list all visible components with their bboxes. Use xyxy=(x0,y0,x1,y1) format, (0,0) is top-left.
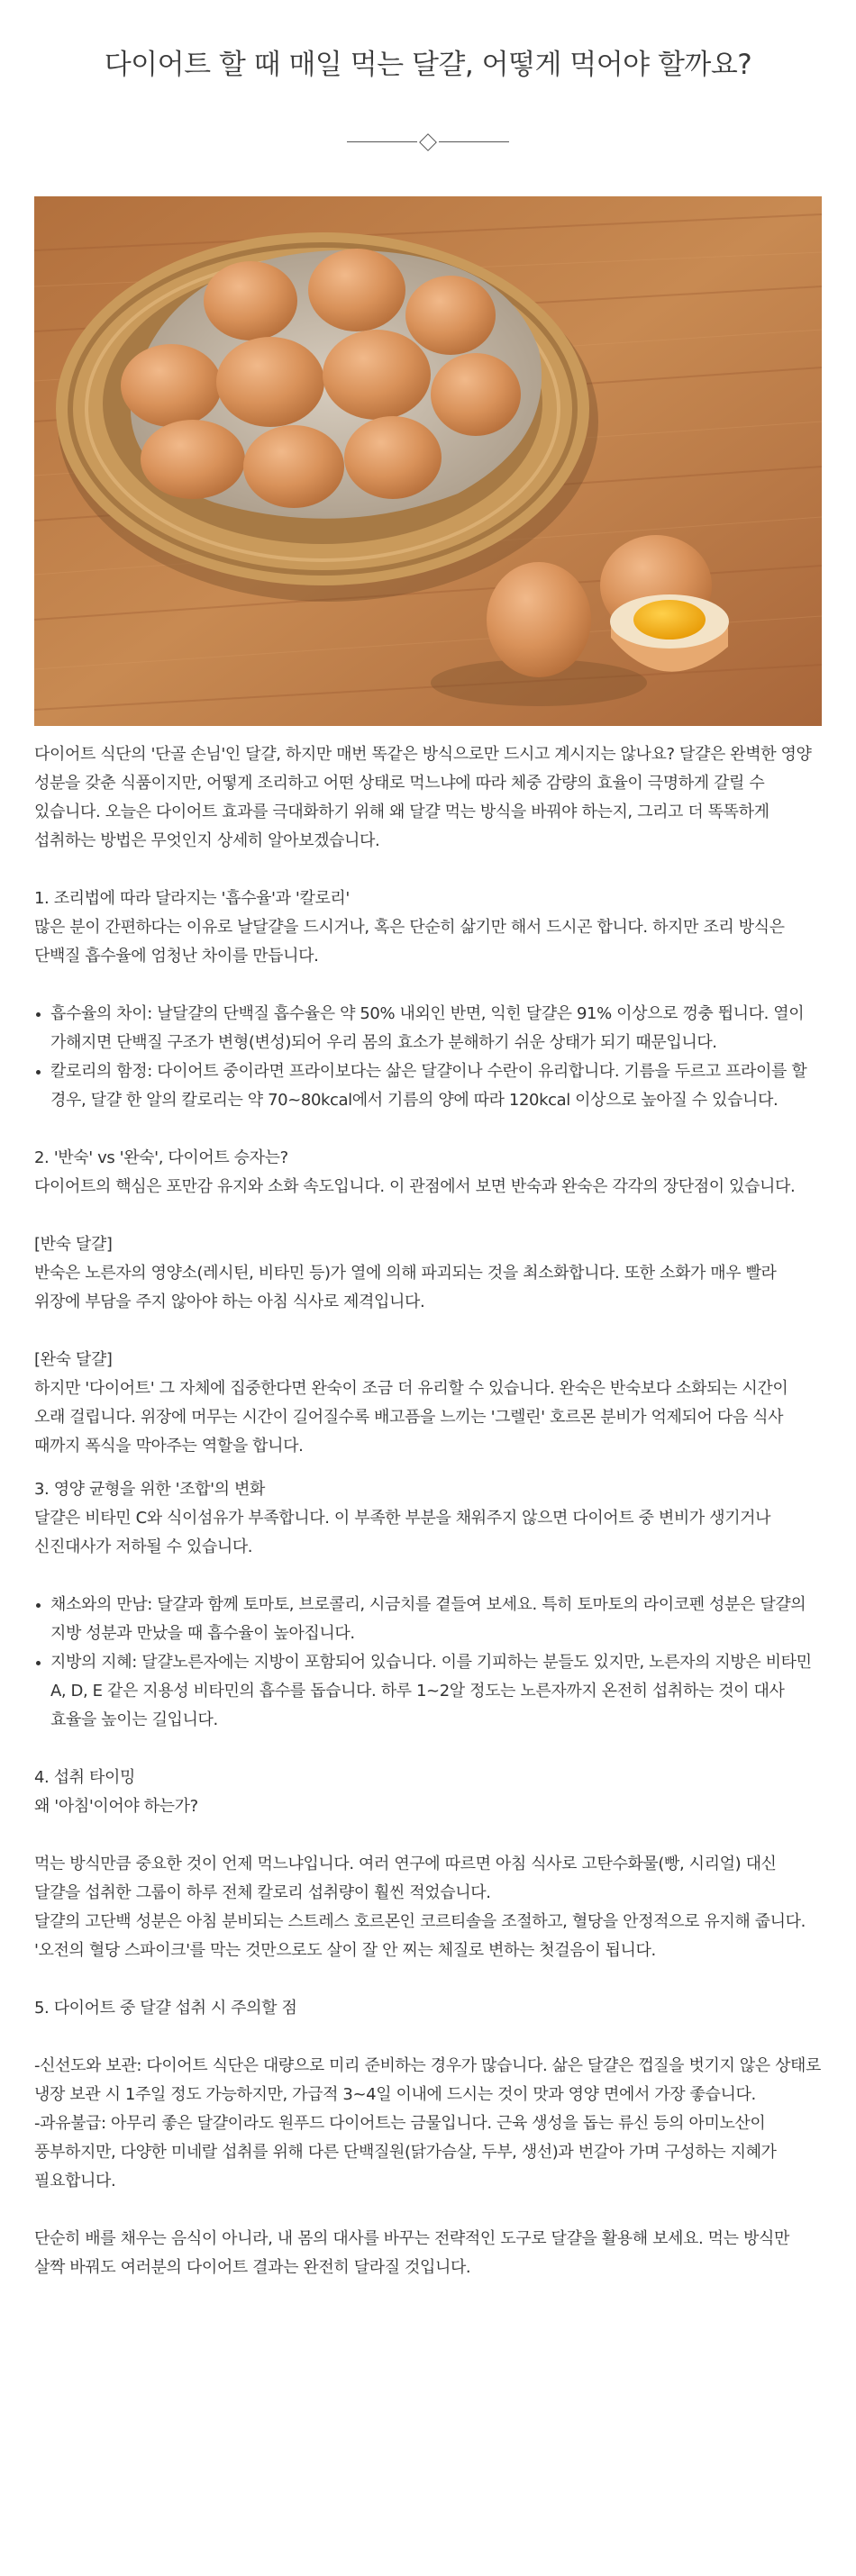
section-4-heading: 4. 섭취 타이밍 xyxy=(34,1768,135,1787)
section-4-subheading: 왜 '아침'이어야 하는가? xyxy=(34,1797,198,1816)
divider-line-left xyxy=(347,141,417,142)
section-3-body: 달걀은 비타민 C와 식이섬유가 부족합니다. 이 부족한 부분을 채워주지 않으면 다이어트 중 변비가 생기거나 신진대사가 저하될 수 있습니다. xyxy=(34,1509,771,1556)
section-4-body-1: 먹는 방식만큼 중요한 것이 언제 먹느냐입니다. 여러 연구에 따르면 아침 식사로 고탄수화물(빵, 시리얼) 대신 달걀을 섭취한 그룹이 하루 전체 칼로리 섭취량이 훨씬 적었습니다. xyxy=(34,1855,777,1902)
divider-line-right xyxy=(439,141,509,142)
hero-image-eggs-in-basket xyxy=(34,196,822,726)
section-1-body: 많은 분이 간편하다는 이유로 날달걀을 드시거나, 혹은 단순히 삶기만 해서 드시곤 합니다. 하지만 조리 방식은 단백질 흡수율에 엄청난 차이를 만듭니다. xyxy=(34,918,785,966)
section-5-heading: 5. 다이어트 중 달걀 섭취 시 주의할 점 xyxy=(34,1999,297,2018)
outro-paragraph: 단순히 배를 채우는 음식이 아니라, 내 몸의 대사를 바꾸는 전략적인 도구로 달걀을 활용해 보세요. 먹는 방식만 살짝 바꿔도 여러분의 다이어트 결과는 완전히 달라질 것입니다. xyxy=(34,2229,789,2277)
title-divider xyxy=(347,133,509,151)
half-boiled-label: [반숙 달걀] xyxy=(34,1235,113,1254)
half-boiled-body: 반숙은 노른자의 영양소(레시틴, 비타민 등)가 열에 의해 파괴되는 것을 최소화합니다. 또한 소화가 매우 빨라 위장에 부담을 주지 않아야 하는 아침 식사로 제격입니다. xyxy=(34,1264,777,1311)
section-3-heading: 3. 영양 균형을 위한 '조합'의 변화 xyxy=(34,1480,265,1499)
intro-paragraph: 다이어트 식단의 '단골 손님'인 달걀, 하지만 매번 똑같은 방식으로만 드시고 계시지는 않나요? 달걀은 완벽한 영양 성분을 갖춘 식품이지만, 어떻게 조리하고 어떤 상태로 먹느냐에 따라 체중 감량의 효율이 극명하게 갈릴 수 있습니다. 오늘은 다이어트 효과를 극대화하기 위해 왜 달걀 먹는 방식을 바꿔야 하는지, 그리고 더 똑똑하게 섭취하는 방법은 무엇인지 상세히 알아보겠습니다. xyxy=(34,745,812,850)
section-5-item-2: -과유불급: 아무리 좋은 달걀이라도 원푸드 다이어트는 금물입니다. 근육 생성을 돕는 류신 등의 아미노산이 풍부하지만, 다양한 미네랄 섭취를 위해 다른 단백질원(닭가슴살, 두부, 생선)과 번갈아 가며 구성하는 지혜가 필요합니다. xyxy=(34,2114,777,2191)
list-item: 지방의 지혜: 달걀노른자에는 지방이 포함되어 있습니다. 이를 기피하는 분들도 있지만, 노른자의 지방은 비타민 A, D, E 같은 지용성 비타민의 흡수를 돕습니다. 하루 1~2알 정도는 노른자까지 온전히 섭취하는 것이 대사 효율을 높이는 길입니다. xyxy=(34,1648,822,1735)
list-item: 채소와의 만남: 달걀과 함께 토마토, 브로콜리, 시금치를 곁들여 보세요. 특히 토마토의 라이코펜 성분은 달걀의 지방 성분과 만났을 때 흡수율이 높아집니다. xyxy=(34,1591,822,1648)
hard-boiled-body: 하지만 '다이어트' 그 자체에 집중한다면 완숙이 조금 더 유리할 수 있습니다. 완숙은 반숙보다 소화되는 시간이 오래 걸립니다. 위장에 머무는 시간이 길어질수록 배고픔을 느끼는 '그렐린' 호르몬 분비가 억제되어 다음 식사 때까지 폭식을 막아주는 역할을 합니다. xyxy=(34,1379,788,1456)
section-2-body: 다이어트의 핵심은 포만감 유지와 소화 속도입니다. 이 관점에서 보면 반숙과 완숙은 각각의 장단점이 있습니다. xyxy=(34,1177,796,1196)
page-title: 다이어트 할 때 매일 먹는 달걀, 어떻게 먹어야 할까요? xyxy=(104,49,752,81)
section-1-bullets xyxy=(34,1000,822,1115)
hard-boiled-label: [완숙 달걀] xyxy=(34,1350,113,1369)
section-2-heading: 2. '반숙' vs '완숙', 다이어트 승자는? xyxy=(34,1148,288,1167)
list-item: 흡수율의 차이: 날달걀의 단백질 흡수율은 약 50% 내외인 반면, 익힌 달걀은 91% 이상으로 껑충 뜁니다. 열이 가해지면 단백질 구조가 변형(변성)되어 우리 몸의 효소가 분해하기 쉬운 상태가 되기 때문입니다. xyxy=(34,1000,822,1057)
section-5-item-1: -신선도와 보관: 다이어트 식단은 대량으로 미리 준비하는 경우가 많습니다. 삶은 달걀은 껍질을 벗기지 않은 상태로 냉장 보관 시 1주일 정도 가능하지만, 가급적 3~4일 이내에 드시는 것이 맛과 영양 면에서 가장 좋습니다. xyxy=(34,2056,822,2104)
list-item: 칼로리의 함정: 다이어트 중이라면 프라이보다는 삶은 달걀이나 수란이 유리합니다. 기름을 두르고 프라이를 할 경우, 달걀 한 알의 칼로리는 약 70~80kcal에서 기름의 양에 따라 120kcal 이상으로 높아질 수 있습니다. xyxy=(34,1057,822,1115)
section-4-body-2: 달걀의 고단백 성분은 아침 분비되는 스트레스 호르몬인 코르티솔을 조절하고, 혈당을 안정적으로 유지해 줍니다. '오전의 혈당 스파이크'를 막는 것만으로도 살이 잘 안 찌는 체질로 변하는 첫걸음이 됩니다. xyxy=(34,1912,806,1960)
divider-diamond-icon xyxy=(419,133,437,151)
section-3-bullets xyxy=(34,1591,822,1735)
section-1-heading: 1. 조리법에 따라 달라지는 '흡수율'과 '칼로리' xyxy=(34,889,350,908)
article-body xyxy=(34,740,822,2282)
